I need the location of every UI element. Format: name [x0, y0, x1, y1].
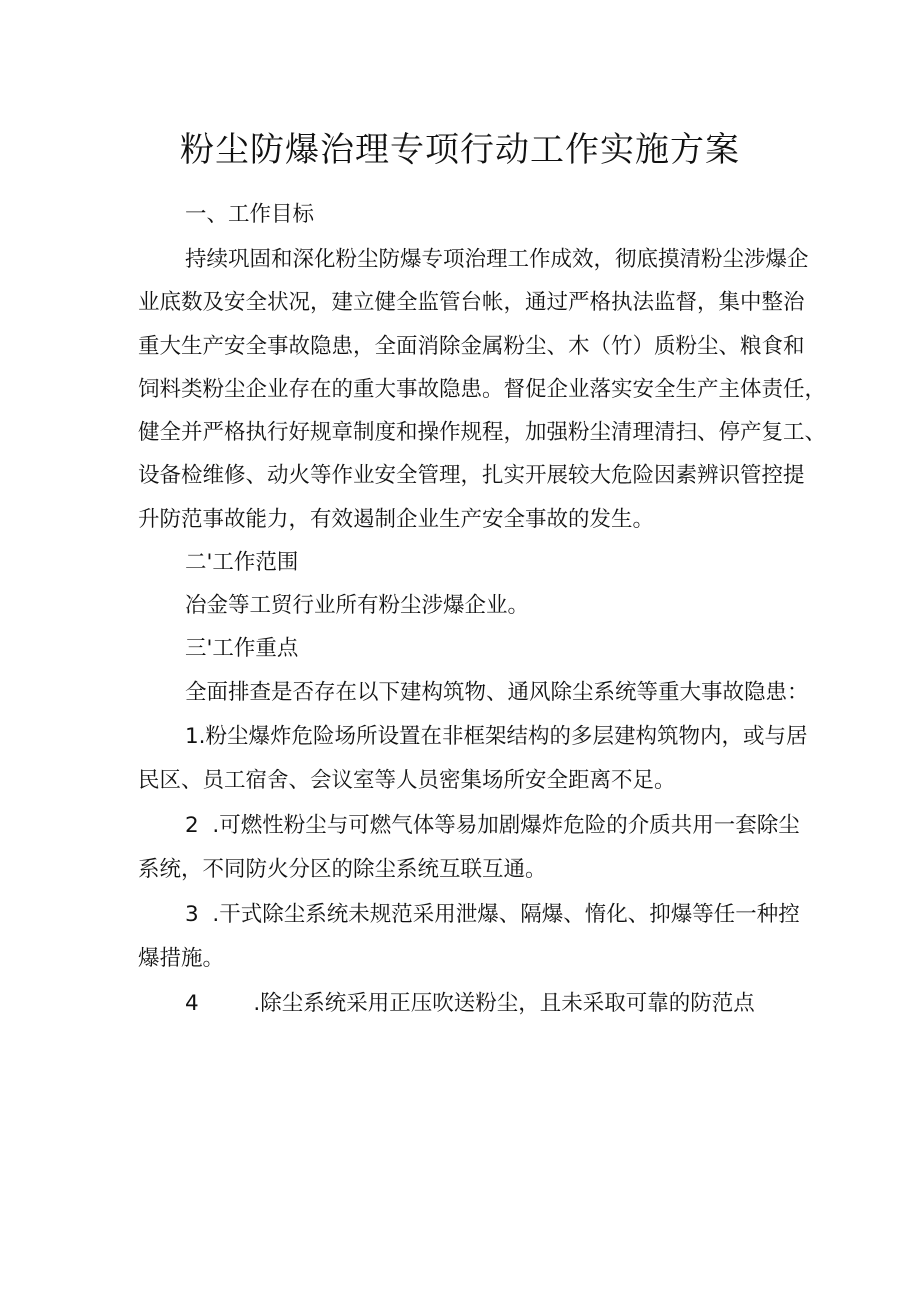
- paragraph-line: 业底数及安全状况，建立健全监管台帐，通过严格执法监督，集中整治: [138, 290, 805, 315]
- list-item-continuation: 系统，不同防火分区的除尘系统互联互通。: [138, 857, 547, 882]
- item-text: 可燃性粉尘与可燃气体等易加剧爆炸危险的介质共用一套除尘: [219, 813, 800, 838]
- paragraph-line: 健全并严格执行好规章制度和操作规程，加强粉尘清理清扫、停产复工、: [138, 420, 827, 445]
- focus-intro: 全面排查是否存在以下建构筑物、通风除尘系统等重大事故隐患：: [185, 680, 809, 705]
- paragraph-line: 持续巩固和深化粉尘防爆专项治理工作成效，彻底摸清粉尘涉爆企: [185, 247, 809, 272]
- document-title: 粉尘防爆治理专项行动工作实施方案: [180, 130, 740, 170]
- section-heading-goals: 一、工作目标: [185, 202, 315, 227]
- item-number: 3 .: [185, 902, 220, 927]
- list-item-continuation: 民区、员工宿舍、会议室等人员密集场所安全距离不足。: [138, 768, 676, 793]
- paragraph-line: 设备检维修、动火等作业安全管理，扎实开展较大危险因素辨识管控提: [138, 463, 805, 488]
- list-item: [185, 722, 808, 752]
- list-item: [185, 811, 800, 841]
- item-number: 4 .: [185, 991, 261, 1016]
- item-text: 粉尘爆炸危险场所设置在非框架结构的多层建构筑物内，或与居: [205, 724, 808, 749]
- scope-text: 冶金等工贸行业所有粉尘涉爆企业。: [185, 593, 530, 618]
- paragraph-line: 重大生产安全事故隐患，全面消除金属粉尘、木（竹）质粉尘、粮食和: [138, 334, 805, 359]
- item-number: 2 .: [185, 813, 220, 838]
- list-item: [185, 989, 755, 1019]
- section-heading-scope: 二'工作范围: [185, 550, 299, 575]
- list-item-continuation: 爆措施。: [138, 946, 225, 971]
- paragraph-line: 饲料类粉尘企业存在的重大事故隐患。督促企业落实安全生产主体责任，: [138, 377, 827, 402]
- item-text: 除尘系统采用正压吹送粉尘，且未采取可靠的防范点: [260, 991, 755, 1016]
- list-item: [185, 900, 800, 930]
- item-number: 1.: [185, 724, 206, 749]
- item-text: 干式除尘系统未规范采用泄爆、隔爆、惰化、抑爆等任一种控: [219, 902, 800, 927]
- section-heading-focus: 三'工作重点: [185, 636, 299, 661]
- paragraph-line: 升防范事故能力，有效遏制企业生产安全事故的发生。: [138, 507, 655, 532]
